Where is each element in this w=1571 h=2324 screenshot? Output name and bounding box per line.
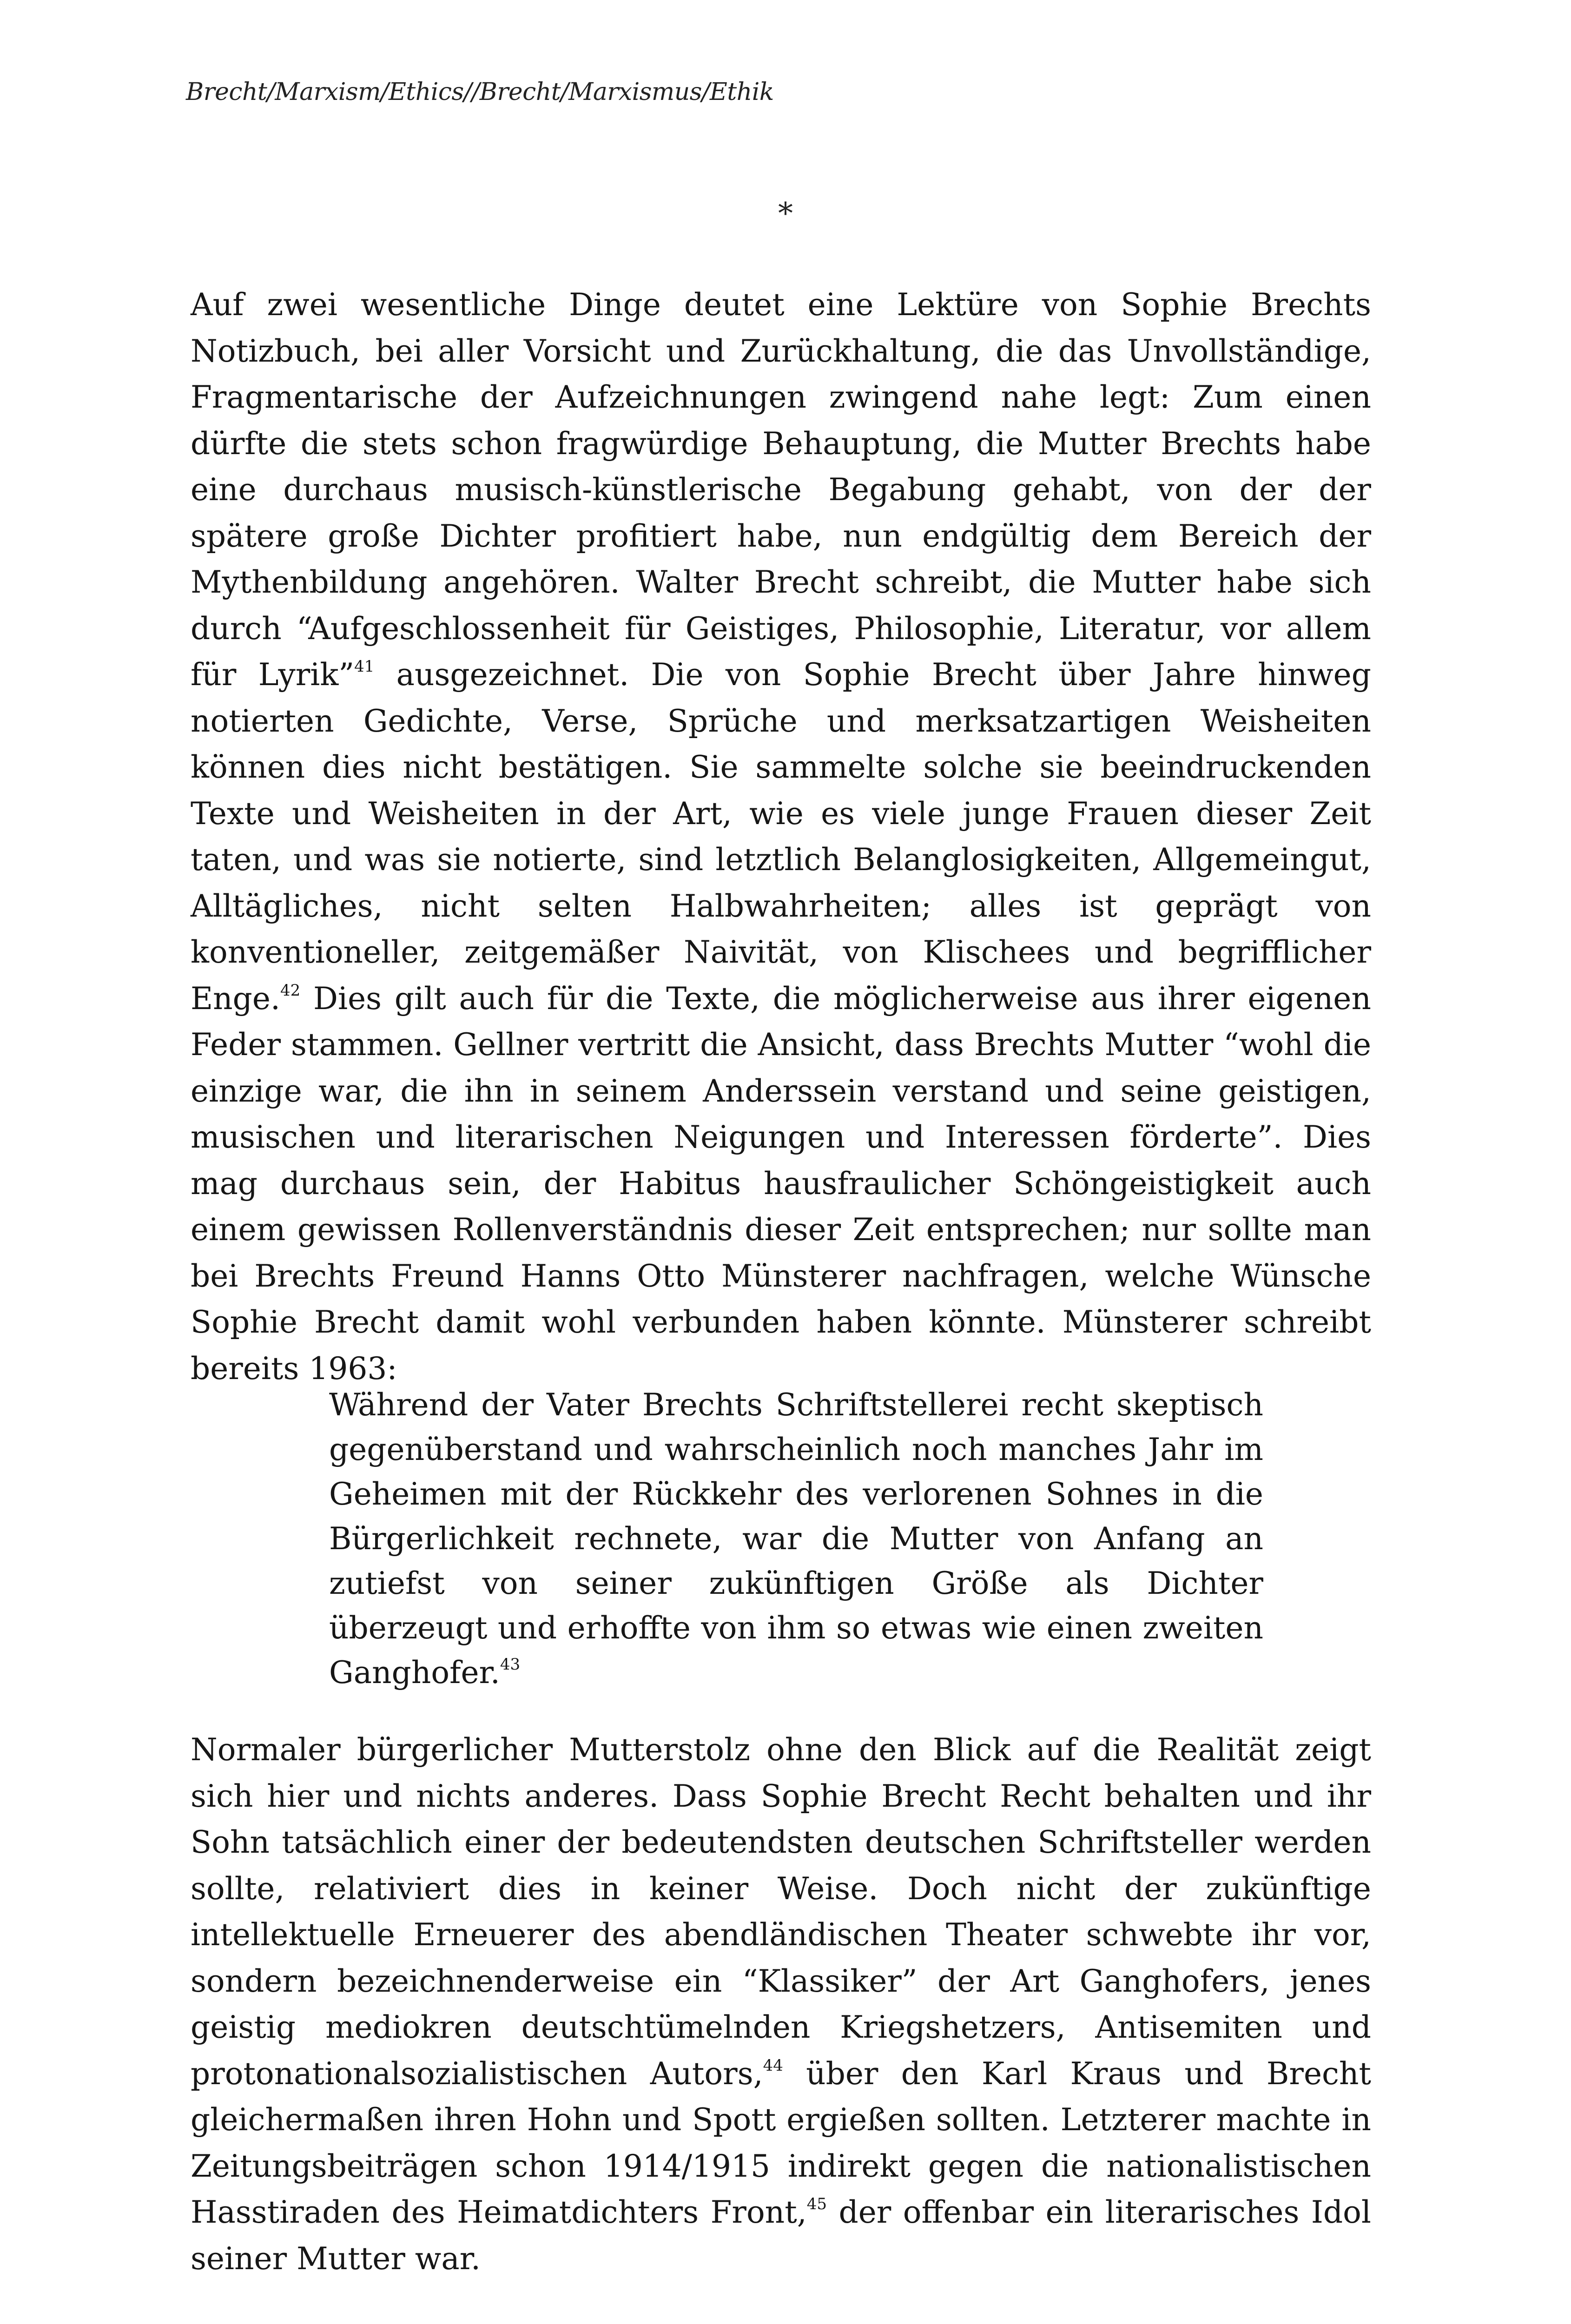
footnote-ref-42[interactable]: 42 bbox=[280, 981, 301, 1000]
body-paragraph-2 bbox=[191, 1727, 1371, 2282]
paragraph-text: Normaler bürgerlicher Mutterstolz ohne den Blick auf die Realität zeigt sich hier und nichts anderes. Dass Sophie Brecht Recht behalten und ihr Sohn tatsächlich einer der bedeutendsten deutschen Schriftsteller werden sollte, relativiert dies in keiner Weise. Doch nicht der zukünftige intellektuelle Erneuerer des abendländischen Theater schwebte ihr vor, sondern bezeichnenderweise ein “Klassiker” der Art Ganghofers, jenes geistig mediokren deutschtümelnden Kriegshetzers, Antisemiten und protonationalsozialistischen Autors, bbox=[191, 1732, 1371, 2092]
footnote-ref-41[interactable]: 41 bbox=[354, 657, 375, 676]
paragraph-text: Auf zwei wesentliche Dinge deutet eine Lektüre von Sophie Brechts Notizbuch, bei aller Vorsicht und Zurückhaltung, die das Unvollständige, Fragmentarische der Aufzeichnungen zwingend nahe legt: Zum einen dürfte die stets schon fragwürdige Behauptung, die Mutter Brechts habe eine durchaus musisch-künstlerische Begabung gehabt, von der der spätere große Dichter profitiert habe, nun endgültig dem Bereich der Mythenbildung angehören. Walter Brecht schreibt, die Mutter habe sich durch “Aufgeschlossenheit für Geistiges, Philosophie, Literatur, vor allem für Lyrik” bbox=[191, 287, 1371, 693]
paragraph-text: Dies gilt auch für die Texte, die möglicherweise aus ihrer eigenen Feder stammen. Gellner vertritt die Ansicht, dass Brechts Mutter “wohl die einzige war, die ihn in seinem Anderssein verstand und seine geistigen, musischen und literarischen Neigungen und Interessen förderte”. Dies mag durchaus sein, der Habitus hausfraulicher Schöngeistigkeit auch einem gewissen Rollenverständnis dieser Zeit entsprechen; nur sollte man bei Brechts Freund Hanns Otto Münsterer nachfragen, welche Wünsche Sophie Brecht damit wohl verbunden haben könnte. Münsterer schreibt bereits 1963: bbox=[191, 980, 1371, 1386]
footnote-ref-43[interactable]: 43 bbox=[500, 1655, 521, 1674]
footnote-ref-45[interactable]: 45 bbox=[806, 2195, 827, 2213]
paragraph-text: der offenbar ein literarisches Idol seiner Mutter war. bbox=[191, 2194, 1372, 2277]
block-quotation bbox=[329, 1383, 1263, 1695]
paragraph-text: ausgezeichnet. Die von Sophie Brecht über Jahre hinweg notierten Gedichte, Verse, Sprüche und merksatzartigen Weisheiten können dies nicht bestätigen. Sie sammelte solche sie beeindruckenden Texte und Weisheiten in der Art, wie es viele junge Frauen dieser Zeit taten, und was sie notierte, sind letztlich Belanglosigkeiten, Allgemeingut, Alltägliches, nicht selten Halbwahrheiten; alles ist geprägt von konventioneller, zeitgemäßer Naivität, von Klischees und begrifflicher Enge. bbox=[191, 657, 1371, 1017]
footnote-ref-44[interactable]: 44 bbox=[763, 2056, 783, 2075]
body-paragraph-1 bbox=[191, 282, 1371, 1392]
running-head: Brecht/Marxism/Ethics//Brecht/Marxismus/Ethik bbox=[186, 78, 774, 106]
section-divider: * bbox=[778, 197, 793, 231]
quotation-text: Während der Vater Brechts Schriftstellerei recht skeptisch gegenüberstand und wahrscheinlich noch manches Jahr im Geheimen mit der Rückkehr des verlorenen Sohnes in die Bürgerlichkeit rechnete, war die Mutter von Anfang an zutiefst von seiner zukünftigen Größe als Dichter überzeugt und erhoffte von ihm so etwas wie einen zweiten Ganghofer. bbox=[329, 1387, 1263, 1690]
paragraph-text: über den Karl Kraus und Brecht gleichermaßen ihren Hohn und Spott ergießen sollten. Letzterer machte in Zeitungsbeiträgen schon 1914/1915 indirekt gegen die nationalistischen Hasstiraden des Heimatdichters Front, bbox=[191, 2055, 1371, 2230]
